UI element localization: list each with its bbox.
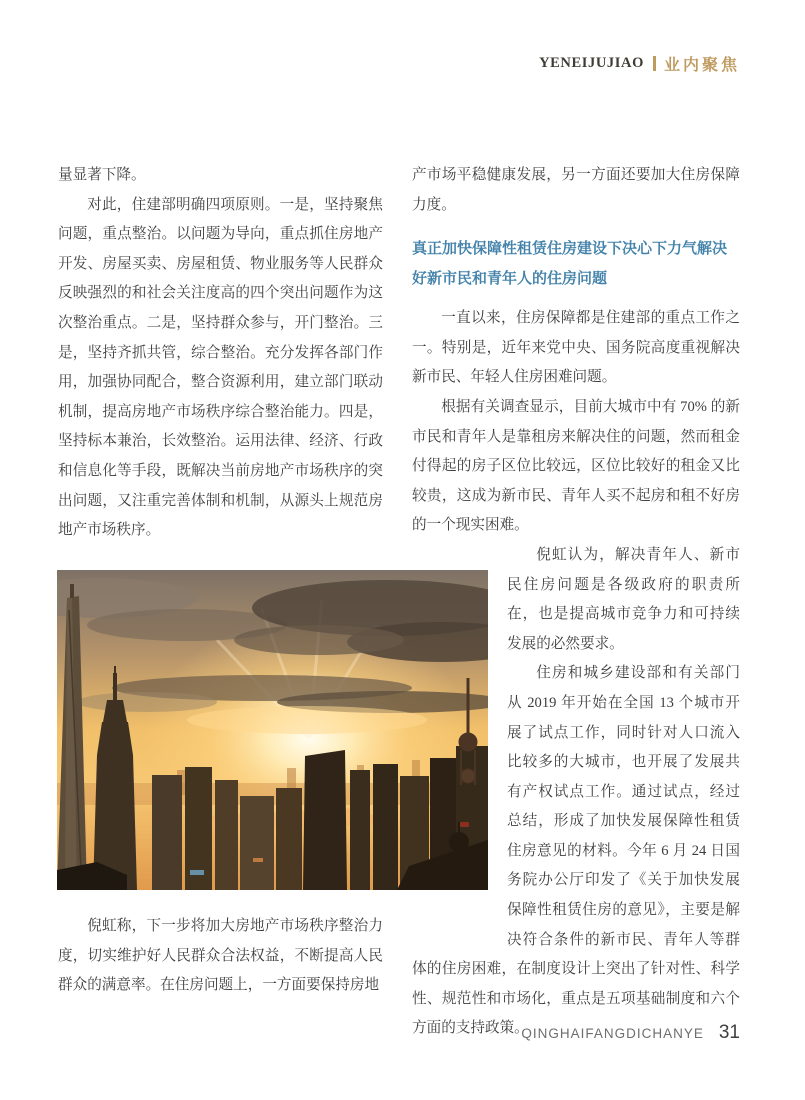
header-divider-bar: [653, 56, 656, 71]
paragraph-continuation: 产市场平稳健康发展，另一方面还要加大住房保障力度。: [412, 167, 740, 213]
section-title: 业内聚焦: [663, 57, 740, 74]
journal-name: QINGHAIFANGDICHANYE: [521, 1026, 704, 1041]
right-column: [412, 161, 740, 1044]
left-column-bottom: [58, 912, 383, 1001]
page-number: 31: [718, 1022, 740, 1043]
paragraph-next-steps: 倪虹称，下一步将加大房地产市场秩序整治力度，切实维护好人民群众合法权益，不断提高人民群众的满意率。在住房问题上，一方面要保持房地: [58, 918, 383, 994]
paragraph-continuation: 量显著下降。: [58, 167, 146, 183]
article-subheading: 真正加快保障性租赁住房建设下决心下力气解决好新市民和青年人的住房问题: [412, 240, 728, 288]
page-header: [539, 52, 740, 75]
paragraph-survey: 根据有关调查显示，目前大城市中有 70% 的新市民和青年人是靠租房来解决住的问题，然而租金付得起的房子区位比较远，区位比较好的租金又比较贵，这成为新市民、青年人买不起房和租不好房的一个现实困难。: [412, 398, 740, 534]
paragraph-background: 一直以来，住房保障都是住建部的重点工作之一。特别是，近年来党中央、国务院高度重视解决新市民、年轻人住房困难问题。: [412, 310, 740, 386]
paragraph-nihong-view: 倪虹认为，解决青年人、新市民住房问题是各级政府的职责所在，也是提高城市竞争力和可持续发展的必然要求。: [507, 546, 740, 652]
photo-wrap-spacer: [412, 541, 507, 933]
page-footer: [521, 1022, 740, 1044]
journal-code: YENEIJUJIAO: [539, 55, 644, 71]
paragraph-four-principles: 对此，住建部明确四项原则。一是，坚持聚焦问题，重点整治。以问题为导向，重点抓住房地产开发、房屋买卖、房屋租赁、物业服务等人民群众反映强烈的和社会关注度高的四个突出问题作为这次整治重点。二是，坚持群众参与，开门整治。三是，坚持齐抓共管，综合整治。充分发挥各部门作用，加强协同配合，整合资源利用，建立部门联动机制，提高房地产市场秩序综合整治能力。四是，坚持标本兼治，长效整治。运用法律、经济、行政和信息化等手段，既解决当前房地产市场秩序的突出问题，又注重完善体制和机制，从源头上规范房地产市场秩序。: [58, 196, 383, 539]
left-column-top: [58, 161, 383, 546]
paragraph-pilot-policy: 住房和城乡建设部和有关部门从 2019 年开始在全国 13 个城市开展了试点工作，同时针对人口流入比较多的大城市，也开展了发展共有产权试点工作。通过试点，经过总结，形成了加快发展保障性租赁住房意见的材料。今年 6 月 24 日国务院办公厅印发了《关于加快发展保障性租赁住房的意见》，主要是解决符合条件的新市民、青年人等群体的住房困难，在制度设计上突出了针对性、科学性、规范性和市场化，重点是五项基础制度和六个方面的支持政策。: [412, 665, 740, 1037]
